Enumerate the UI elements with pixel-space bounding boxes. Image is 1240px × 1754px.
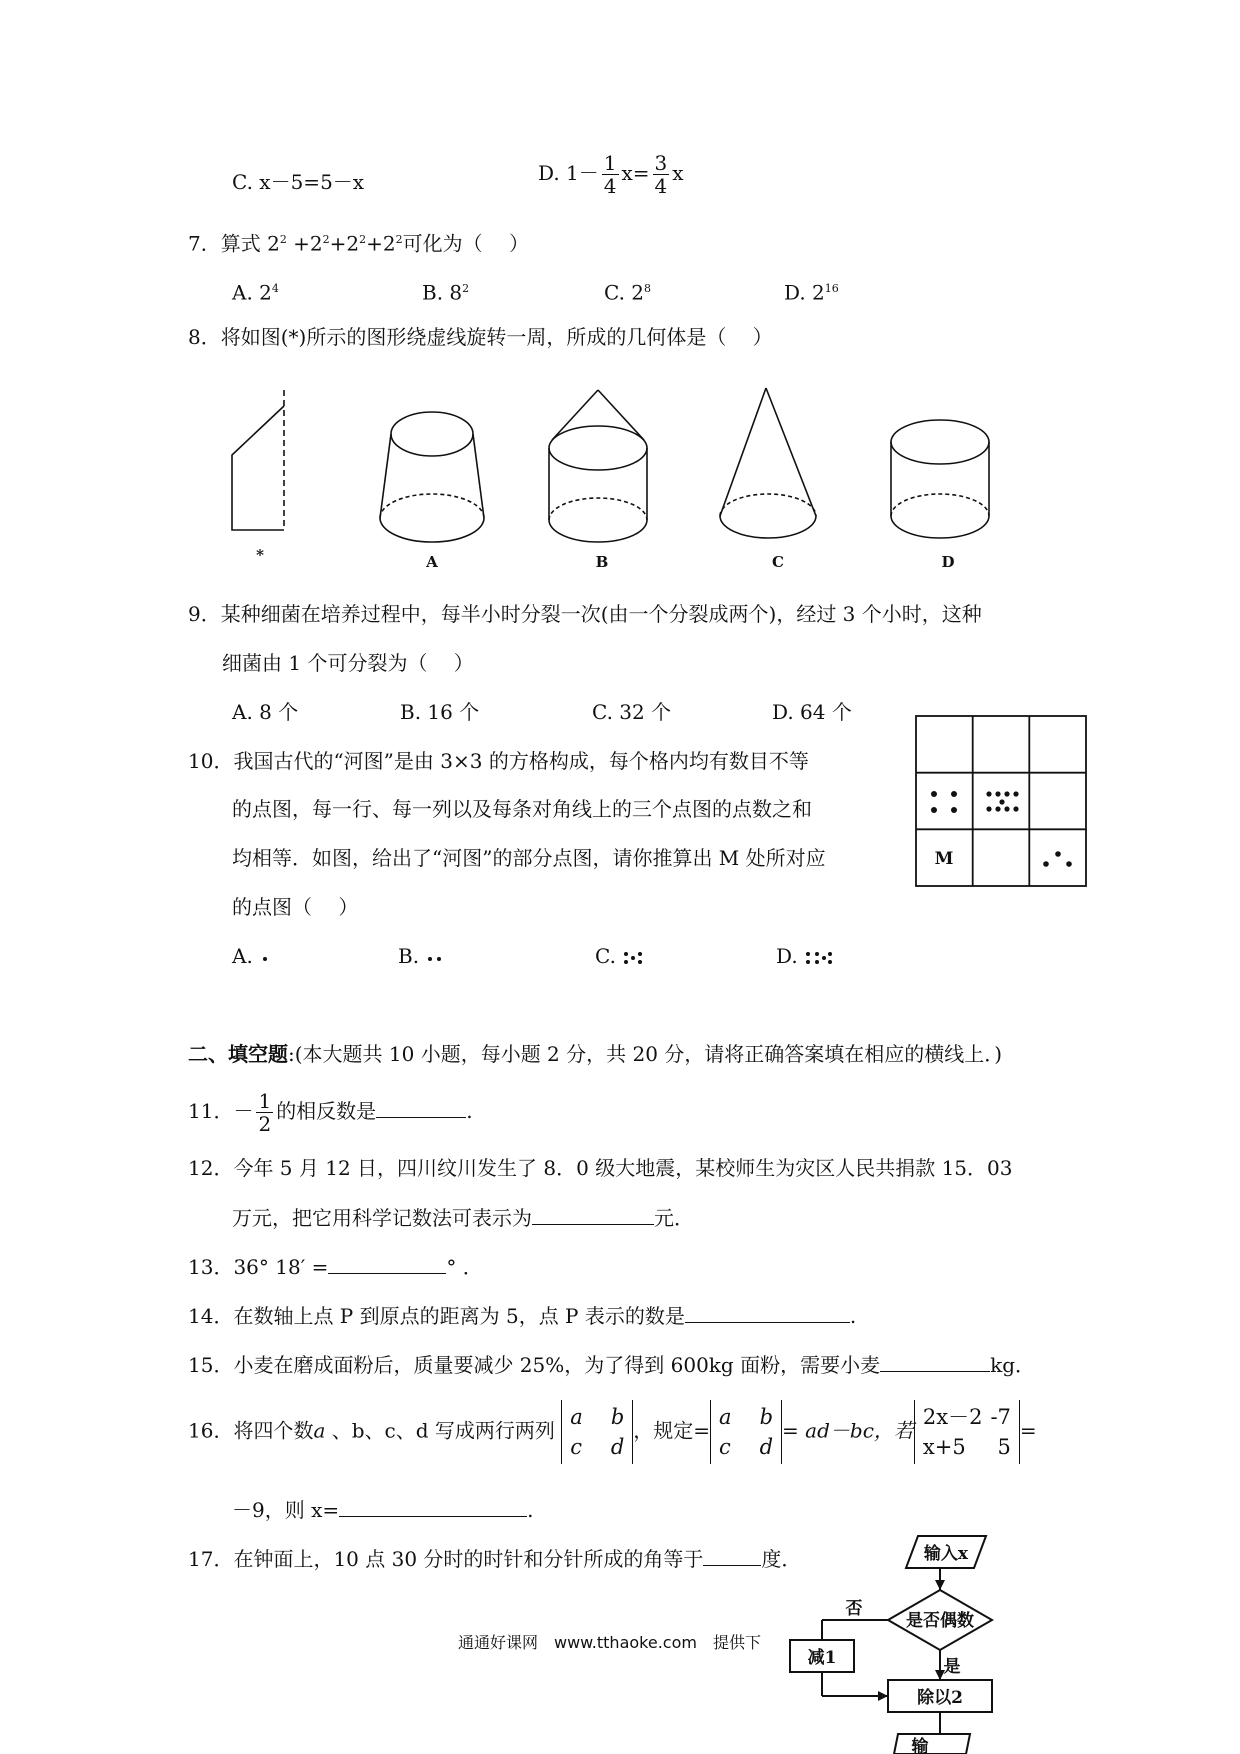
q17-answer-blank[interactable] (703, 1545, 761, 1566)
q9-option-b: B. 16 个 (400, 700, 480, 724)
q8-figures (200, 380, 1020, 580)
q8-figure-star (232, 390, 284, 530)
page-footer: 通通好课网 www.tthaoke.com 提供下 (458, 1633, 761, 1652)
question-9-line2: 细菌由 1 个可分裂为（ ） (222, 651, 474, 675)
q9-option-a: A. 8 个 (232, 700, 299, 724)
q16-matrix-given: 2x－2 -7 x+5 5 (914, 1400, 1020, 1464)
q16-answer-blank[interactable] (339, 1496, 527, 1517)
q16-matrix-abcd-rule: a b c d (710, 1400, 782, 1464)
question-10-line3: 均相等．如图，给出了“河图”的部分点图，请你推算出 M 处所对应 (232, 846, 826, 870)
seven-dots-icon (804, 949, 838, 967)
flowchart-divide-label: 除以2 (917, 1688, 963, 1708)
q8-label-b: B (595, 553, 609, 571)
question-14: 14．在数轴上点 P 到原点的距离为 5，点 P 表示的数是 . (188, 1304, 857, 1328)
flowchart-output-box (894, 1734, 970, 1754)
question-10-line4: 的点图（ ） (232, 895, 359, 919)
flowchart-minus-label: 减1 (807, 1648, 837, 1668)
q6-option-d: D. 1－ $\frac{1}{4}$ x= $\frac{3}{4}$ x (538, 151, 684, 198)
question-10-line2: 的点图，每一行、每一列以及每条对角线上的三个点图的点数之和 (232, 797, 812, 821)
q8-label-star: * (256, 546, 264, 564)
q10-option-a: A. (232, 944, 273, 968)
flowchart (770, 1530, 1030, 1754)
flowchart-yes-label: 是 (943, 1657, 961, 1677)
q10-grid-m: M (934, 849, 954, 869)
q8-figure-d (891, 420, 989, 538)
q10-option-c: C. (595, 944, 648, 968)
q8-figure-b (549, 390, 647, 542)
question-7-stem: 7．算式 $2^2 +2^2+2^2+2^2$可化为（ ） (188, 231, 529, 256)
q8-label-a: A (426, 553, 438, 571)
question-9-line1: 9．某种细菌在培养过程中，每半小时分裂一次(由一个分裂成两个)，经过 3 个小时，这种 (188, 602, 982, 626)
q10-option-d: D. (776, 944, 838, 968)
q13-answer-blank[interactable] (328, 1253, 446, 1274)
question-15: 15．小麦在磨成面粉后，质量要减少 25%，为了得到 600kg 面粉，需要小麦 kg． (188, 1353, 1035, 1377)
question-12-line1: 12．今年 5 月 12 日，四川纹川发生了 8．0 级大地震，某校师生为灾区人民共捐款 15．03 (188, 1156, 1013, 1180)
q15-answer-blank[interactable] (880, 1351, 990, 1372)
q8-figure-c (720, 388, 816, 538)
flowchart-output-label: 输 (911, 1737, 929, 1754)
q7-option-c: C. $2^8$ (604, 280, 652, 305)
five-dots-icon (622, 949, 648, 967)
q8-label-d: D (941, 553, 955, 571)
q7-option-a: A. $2^4$ (232, 280, 279, 305)
two-dots-icon (425, 951, 447, 965)
q14-answer-blank[interactable] (685, 1302, 850, 1323)
q9-option-c: C. 32 个 (592, 700, 672, 724)
question-13: 13．36° 18′ = ° ． (188, 1255, 483, 1279)
section-2-heading: 二、填空题:(本大题共 10 小题，每小题 2 分，共 20 分，请将正确答案填在相应的横线上．) (188, 1042, 1003, 1066)
q10-luoshu-grid (914, 714, 1090, 890)
q8-label-c: C (772, 553, 784, 571)
q16-matrix-abcd: a b c d (561, 1400, 633, 1464)
flowchart-no-label: 否 (845, 1599, 863, 1619)
one-dot-icon (259, 951, 273, 965)
question-16: 16．将四个数a 、b、c、d 写成两行两列 a b c d ，规定= a b c d = ad－bc，若 2x－2 -7 x+5 5 = (188, 1400, 1037, 1464)
question-11: 11．－ $\frac{1}{2}$ 的相反数是 . (188, 1089, 473, 1136)
question-8-stem: 8．将如图(*)所示的图形绕虚线旋转一周，所成的几何体是（ ） (188, 325, 773, 349)
question-17: 17．在钟面上，10 点 30 分时的时针和分针所成的角等于 度． (188, 1547, 802, 1571)
flowchart-decision-label: 是否偶数 (906, 1611, 974, 1631)
q9-option-d: D. 64 个 (772, 700, 852, 724)
question-16-line2: －9，则 x= . (232, 1498, 534, 1522)
q11-answer-blank[interactable] (376, 1097, 466, 1118)
q6-option-c: C. x－5=5－x (232, 170, 365, 194)
flowchart-input-label: 输入x (923, 1544, 969, 1564)
question-12-line2: 万元，把它用科学记数法可表示为 元． (232, 1206, 694, 1230)
question-10-line1: 10．我国古代的“河图”是由 3×3 的方格构成，每个格内均有数目不等 (188, 749, 809, 773)
q7-option-d: D. $2^{16}$ (784, 280, 839, 305)
q7-option-b: B. $8^2$ (422, 280, 470, 305)
q10-option-b: B. (398, 944, 447, 968)
q8-figure-a (380, 412, 484, 542)
q12-answer-blank[interactable] (532, 1204, 654, 1225)
